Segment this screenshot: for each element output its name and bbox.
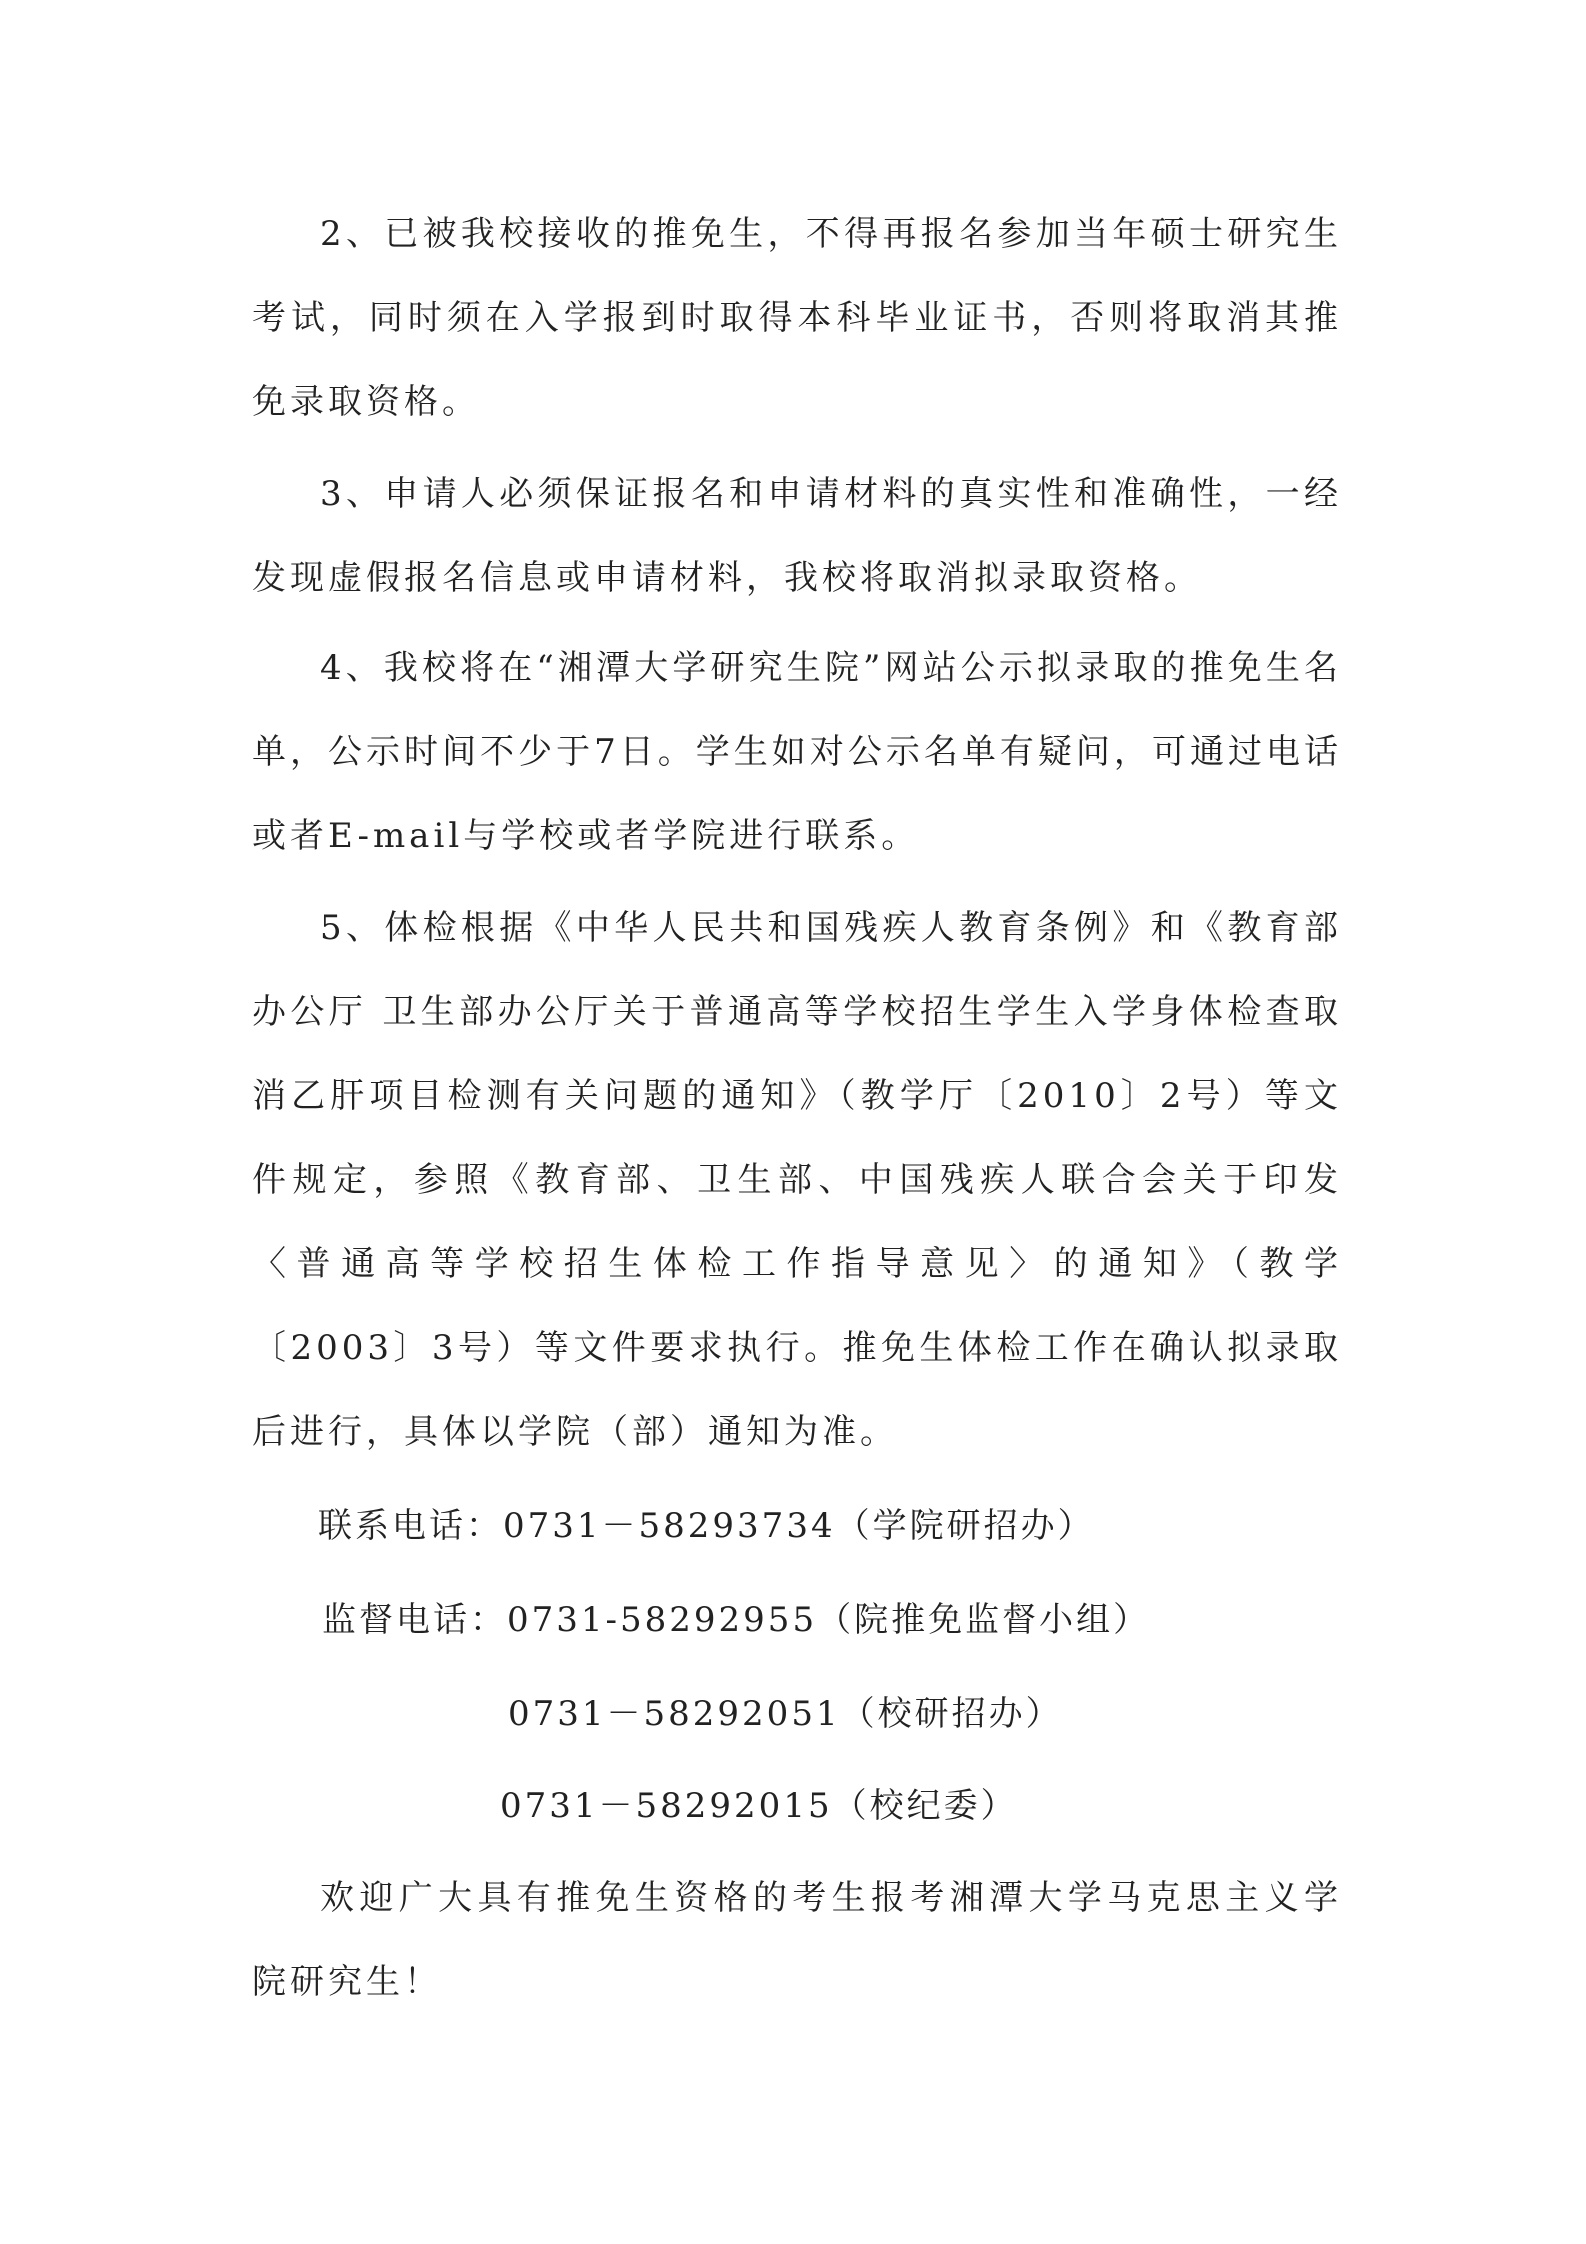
contact-phone: 联系电话：0731－58293734（学院研招办）: [318, 1506, 1095, 1546]
paragraph-item-3: [252, 452, 1342, 620]
paragraph-item-5: [252, 886, 1342, 1474]
paragraph-text: 5、体检根据《中华人民共和国残疾人教育条例》和《教育部办公厅 卫生部办公厅关于普通高等学校招生学生入学身体检查取消乙肝项目检测有关问题的通知》（教学厅〔2010〕2号）等文件规定，参照《教育部、卫生部、中国残疾人联合会关于印发〈普通高等学校招生体检工作指导意见〉的通知》（教学〔2003〕3号）等文件要求执行。推免生体检工作在确认拟录取后进行，具体以学院（部）通知为准。: [252, 908, 1342, 1452]
closing-text: 欢迎广大具有推免生资格的考生报考湘潭大学马克思主义学院研究生！: [252, 1878, 1342, 2002]
closing-paragraph: [252, 1856, 1342, 2024]
paragraph-text: 3、申请人必须保证报名和申请材料的真实性和准确性，一经发现虚假报名信息或申请材料，我校将取消拟录取资格。: [252, 474, 1342, 598]
supervision-phone-school-office: 0731－58292051（校研招办）: [508, 1694, 1063, 1734]
supervision-phone-discipline-committee: 0731－58292015（校纪委）: [500, 1786, 1018, 1826]
paragraph-text: 4、我校将在“湘潭大学研究生院”网站公示拟录取的推免生名单，公示时间不少于7日。学生如对公示名单有疑问，可通过电话或者E-mail与学校或者学院进行联系。: [252, 648, 1342, 856]
paragraph-item-4: [252, 626, 1342, 878]
paragraph-text: 2、已被我校接收的推免生，不得再报名参加当年硕士研究生考试，同时须在入学报到时取得本科毕业证书，否则将取消其推免录取资格。: [252, 214, 1342, 422]
paragraph-item-2: [252, 192, 1342, 444]
supervision-phone: 监督电话：0731-58292955（院推免监督小组）: [322, 1600, 1151, 1640]
